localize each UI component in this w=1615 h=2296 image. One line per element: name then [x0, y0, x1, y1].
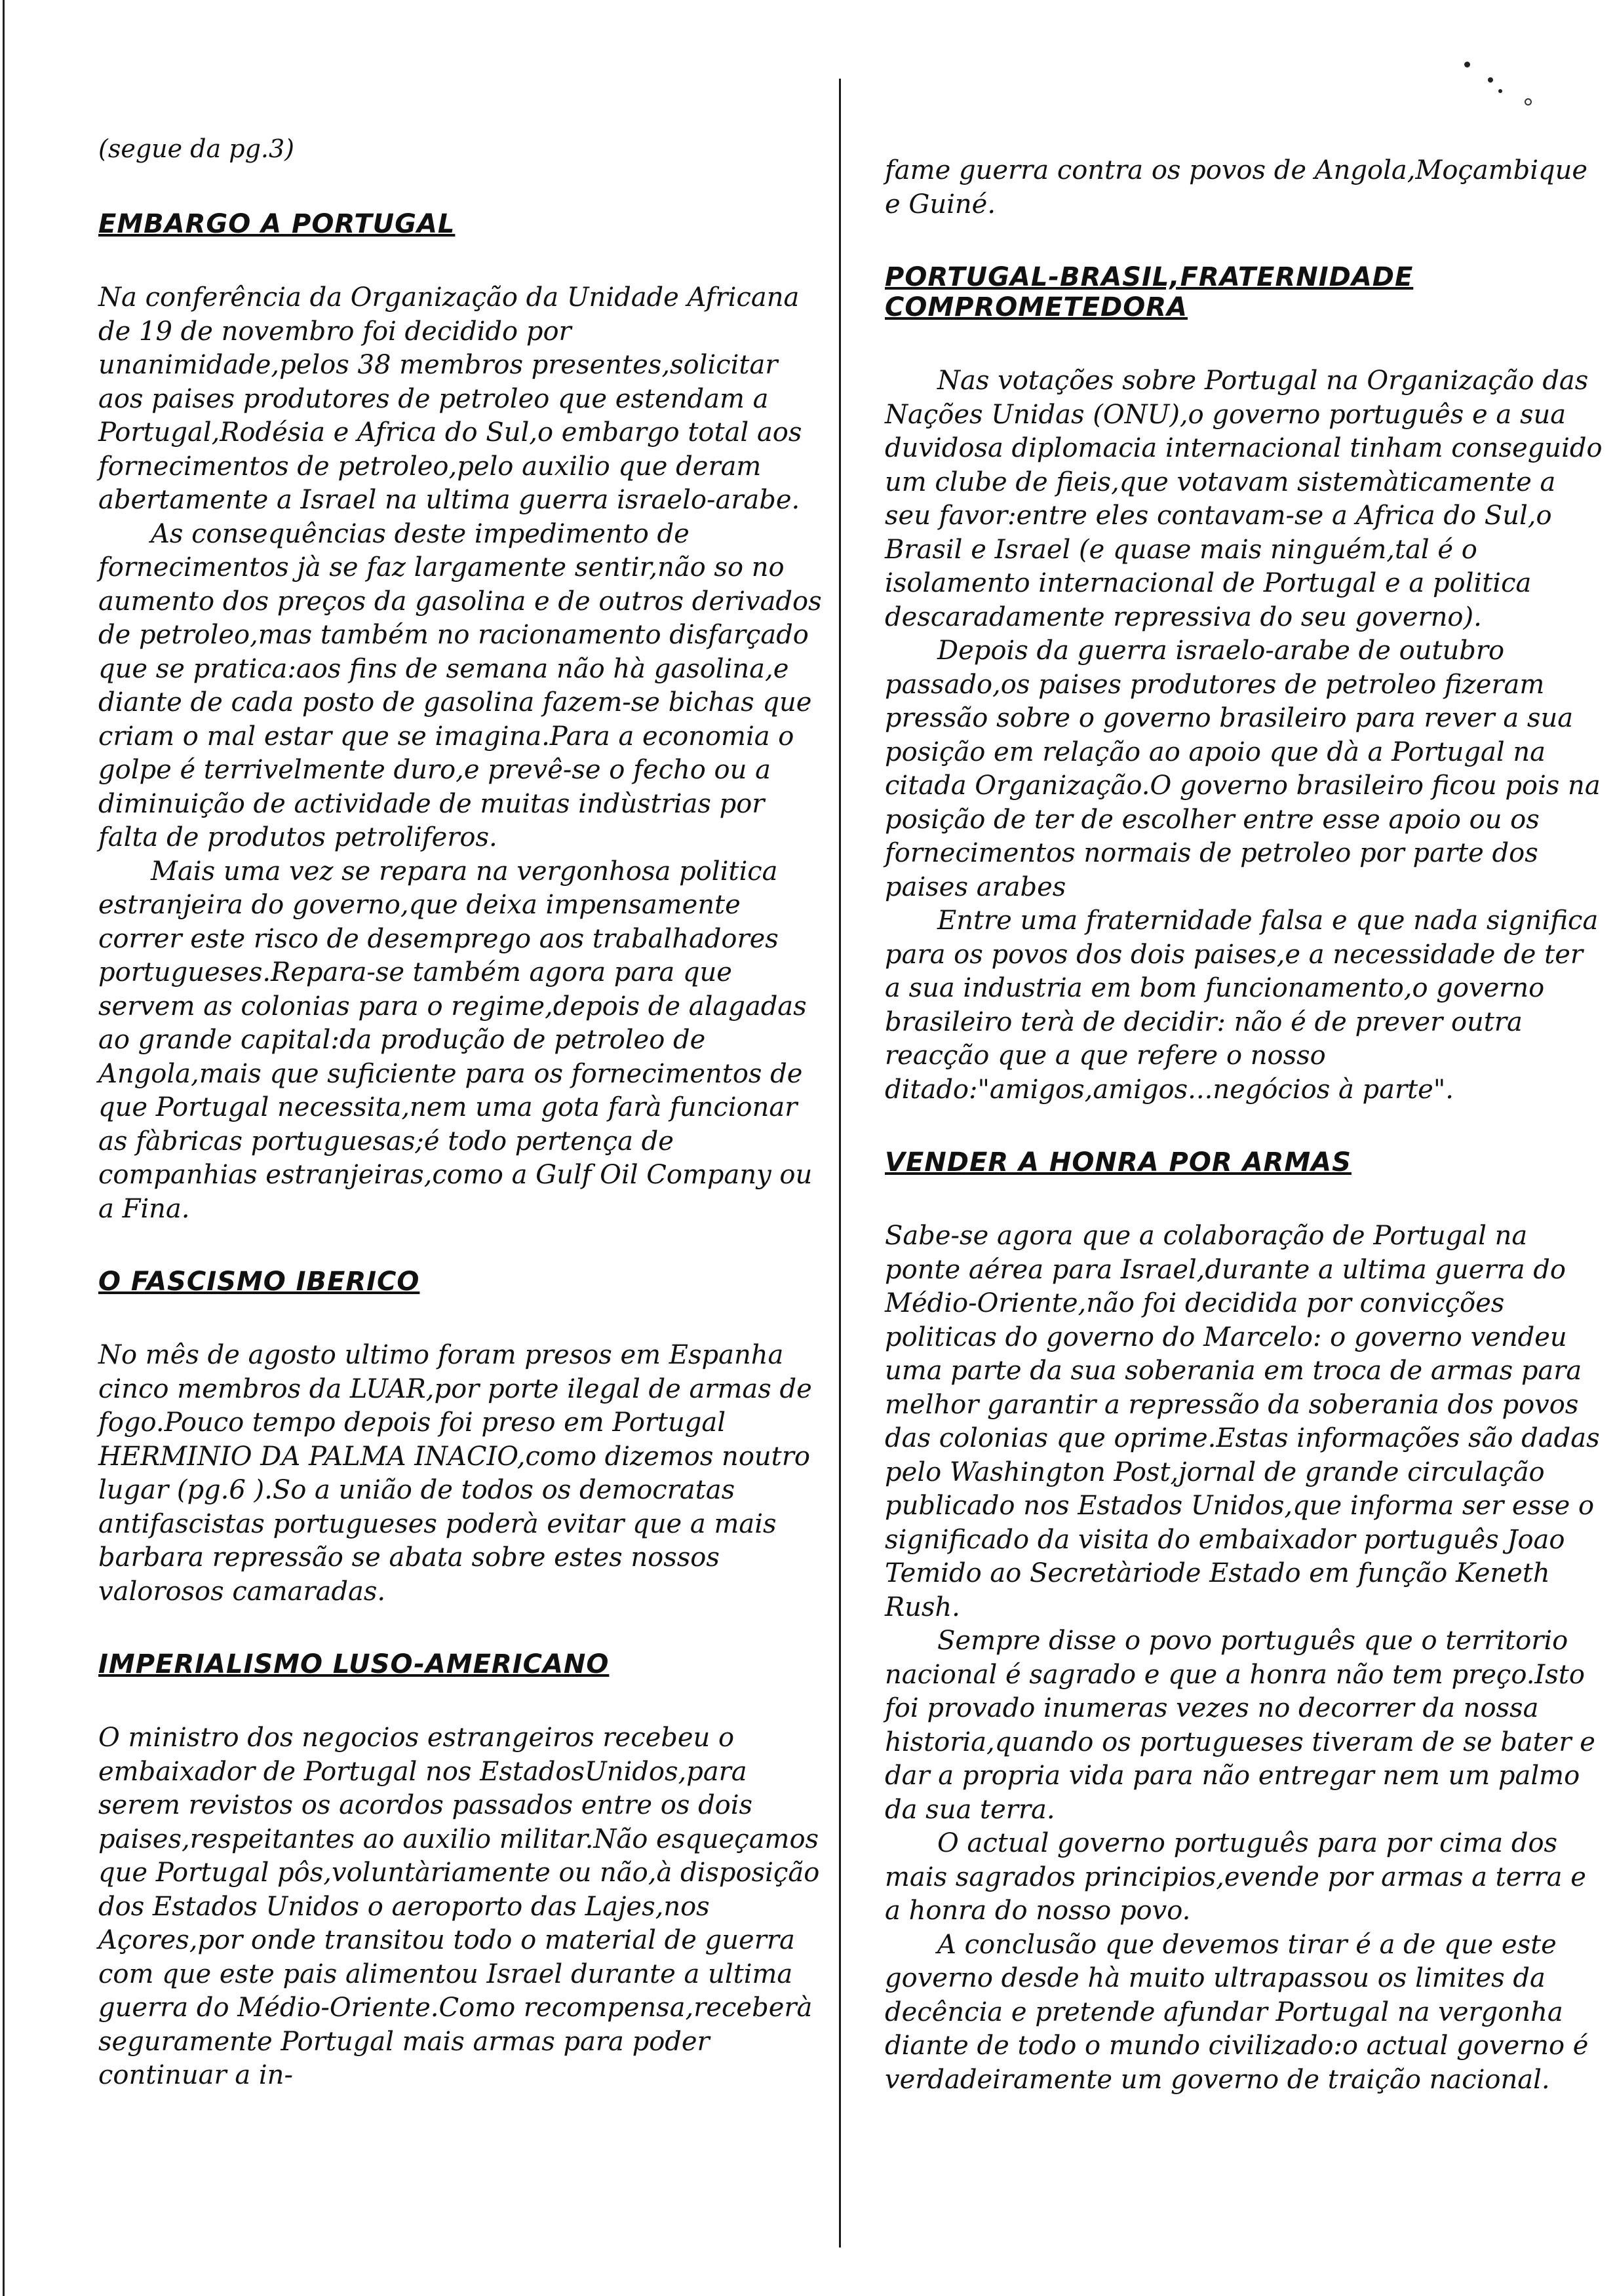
continuation-note: (segue da pg.3) — [98, 134, 294, 163]
column-divider — [839, 79, 841, 2248]
left-column — [98, 134, 829, 2093]
section-heading: IMPERIALISMO LUSO-AMERICANO — [98, 1649, 610, 1679]
left-column-body — [98, 209, 829, 2093]
paragraph: Sempre disse o povo português que o territorio nacional é sagrado e que a honra não tem preço.Isto foi provado inumeras vezes no decorrer da nossa historia,quando os portugueses tiveram de se bater e dar a propria vida para não entregar nem um palmo da sua terra. — [885, 1626, 1595, 1825]
paragraph: Na conferência da Organização da Unidade Africana de 19 de novembro foi decidido por unanimidade,pelos 38 membros presentes,solicitar aos paises produtores de petroleo que estendam a Portugal,Rodésia e Africa do Sul,o embargo total aos fornecimentos de petroleo,pelo auxilio que deram abertamente a Israel na ultima guerra israelo-arabe. — [98, 282, 802, 515]
paragraph: A conclusão que devemos tirar é a de que este governo desde hà muito ultrapassou os limites da decência e pretende afundar Portugal na vergonha diante de todo o mundo civilizado:o actual governo é verdadeiramente um governo de traição nacional. — [885, 1929, 1589, 2095]
page-edge-line — [3, 0, 5, 2296]
section-heading: O FASCISMO IBERICO — [98, 1267, 420, 1297]
right-column — [885, 154, 1606, 2097]
paragraph: fame guerra contra os povos de Angola,Moçambique e Guiné. — [885, 155, 1588, 220]
paragraph: Nas votações sobre Portugal na Organização das Nações Unidas (ONU),o governo português e a sua duvidosa diplomacia internacional tinham conseguido um clube de fieis,que votavam sistemàticamente a seu favor:entre eles contavam-se a Africa do Sul,o Brasil e Israel (e quase mais ninguém,tal é o isolamento internacional de Portugal e a politica descaradamente repressiva do seu governo). — [885, 366, 1603, 632]
paragraph: As consequências deste impedimento de fornecimentos jà se faz largamente sentir,não so no aumento dos preços da gasolina e de outros derivados de petroleo,mas também no racionamento disfarçado que se pratica:aos fins de semana não hà gasolina,e diante de cada posto de gasolina fazem-se bichas que criam o mal estar que se imagina.Para a economia o golpe é terrivelmente duro,e prevê-se o fecho ou a diminuição de actividade de muitas indùstrias por falta de produtos petroliferos. — [98, 518, 822, 852]
paragraph: Mais uma vez se repara na vergonhosa politica estranjeira do governo,que deixa impensamente correr este risco de desemprego aos trabalhadores portugueses.Repara-se também agora para que servem as colonias para o regime,depois de alagadas ao grande capital:da produção de petroleo de Angola,mais que suficiente para os fornecimentos de que Portugal necessita,nem uma gota farà funcionar as fàbricas portuguesas;é todo pertença de companhias estranjeiras,como a Gulf Oil Company ou a Fina. — [98, 856, 813, 1224]
paragraph: O ministro dos negocios estrangeiros recebeu o embaixador de Portugal nos EstadosUnidos,para serem revistos os acordos passados entre os dois paises,respeitantes ao auxilio militar.Não esqueçamos que Portugal pôs,voluntàriamente ou não,à disposição dos Estados Unidos o aeroporto das Lajes,nos Açores,por onde transitou todo o material de guerra com que este pais alimentou Israel durante a ultima guerra do Médio-Oriente.Como recompensa,receberà seguramente Portugal mais armas para poder continuar a in- — [98, 1723, 820, 2090]
paragraph: Depois da guerra israelo-arabe de outubro passado,os paises produtores de petroleo fizeram pressão sobre o governo brasileiro para rever a sua posição em relação ao apoio que dà a Portugal na citada Organização.O governo brasileiro ficou pois na posição de ter de escolher entre esse apoio ou os fornecimentos normais de petroleo por parte dos paises arabes — [885, 636, 1601, 902]
paragraph: Sabe-se agora que a colaboração de Portugal na ponte aérea para Israel,durante a ultima guerra do Médio-Oriente,não foi decidida por convicções politicas do governo do Marcelo: o governo vendeu uma parte da sua soberania em troca de armas para melhor garantir a repressão da soberania dos povos das colonias que oprime.Estas informações são dadas pelo Washington Post,jornal de grande circulação publicado nos Estados Unidos,que informa ser esse o significado da visita do embaixador português Joao Temido ao Secretàriode Estado em função Keneth Rush. — [885, 1221, 1600, 1622]
right-column-body — [885, 154, 1606, 2097]
section-heading: VENDER A HONRA POR ARMAS — [885, 1147, 1352, 1177]
section-heading: EMBARGO A PORTUGAL — [98, 209, 456, 239]
paragraph: Entre uma fraternidade falsa e que nada significa para os povos dos dois paises,e a necessidade de ter a sua industria em bom funcionamento,o governo brasileiro terà de decidir: não é de prever outra reacção que a que refere o nosso ditado:"amigos,amigos...negócios à parte". — [885, 906, 1599, 1105]
paragraph: O actual governo português para por cima dos mais sagrados principios,evende por armas a terra e a honra do nosso povo. — [885, 1828, 1586, 1926]
section-heading: PORTUGAL-BRASIL,FRATERNIDADE COMPROMETEDORA — [885, 262, 1414, 322]
ink-specks — [1462, 59, 1540, 118]
paragraph: No mês de agosto ultimo foram presos em Espanha cinco membros da LUAR,por porte ilegal de armas de fogo.Pouco tempo depois foi preso em Portugal HERMINIO DA PALMA INACIO,como dizemos noutro lugar (pg.6 ).So a união de todos os democratas antifascistas portugueses poderà evitar que a mais barbara repressão se abata sobre estes nossos valorosos camaradas. — [98, 1340, 812, 1607]
